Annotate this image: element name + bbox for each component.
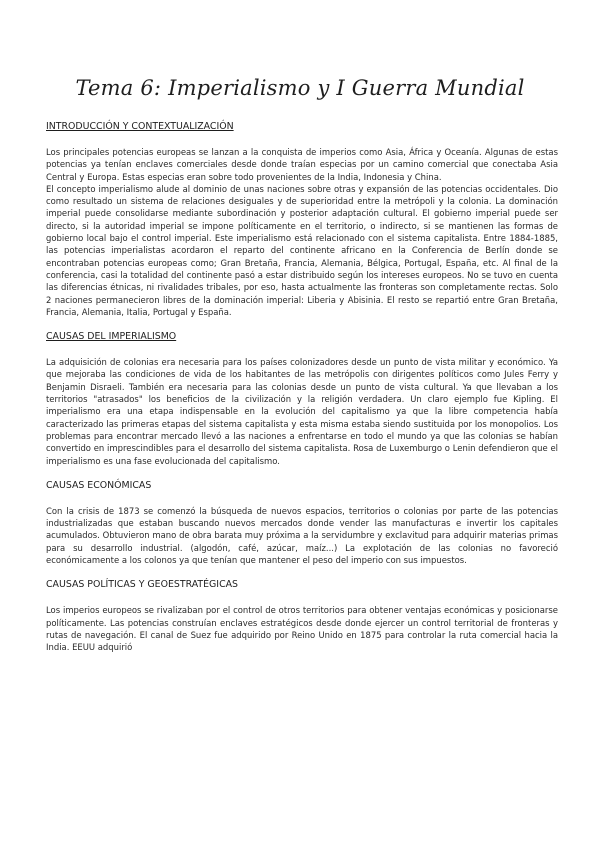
spacer: [46, 318, 558, 330]
paragraph: Los imperios europeos se rivalizaban por el control de otros territorios para obtener ventajas económicas y posicionarse políticamente. Las potencias construían enclaves estratégicos desde donde ejercer un control territorial de fronteras y rutas de navegación. El canal de Suez fue adquirido por Reino Unido en 1875 para controlar la ruta comercial hacia la India. EEUU adquirió: [46, 605, 558, 653]
page-title: Tema 6: Imperialismo y I Guerra Mundial: [75, 76, 525, 100]
section-heading-introduccion: INTRODUCCIÓN Y CONTEXTUALIZACIÓN: [46, 121, 234, 132]
paragraph: Con la crisis de 1873 se comenzó la búsqueda de nuevos espacios, territorios o colonias por parte de las potencias industrializadas que estaban buscando nuevos mercados donde vender las manufacturas e invertir los capitales acumulados. Obtuvieron mano de obra barata muy próxima a la servidumbre y exclavitud para adquirir materias primas para su desarrollo industrial. (algodón, café, azúcar, maíz...) La explotación de las colonias no favoreció económicamente a los colonos ya que tenían que mantener el peso del imperio con sus impuestos.: [46, 505, 558, 566]
section-heading-causas-imperialismo: CAUSAS DEL IMPERIALISMO: [46, 331, 177, 343]
spacer: [46, 566, 558, 578]
spacer: [46, 467, 558, 479]
document-body: [46, 120, 558, 654]
paragraph: Los principales potencias europeas se lanzan a la conquista de imperios como Asia, África y Oceanía. Algunas de estas potencias ya tenían enclaves comerciales desde donde traían especias por un camino comercial que conectaba Asia Central y Europa. Estas especias eran sobre todo provenientes de la India, Indonesia y China.: [46, 147, 558, 182]
paragraph: La adquisición de colonias era necesaria para los países colonizadores desde un punto de vista militar y económico. Ya que mejoraba las condiciones de vida de los habitantes de las metrópolis con dirigentes políticos como Jules Ferry y Benjamin Disraeli. También era necesaria para las colonias desde un punto de vista cultural. Ya que llevaban a los territorios "atrasados" los beneficios de la civilización y la religión verdadera. Un claro ejemplo fue Kipling. El imperialismo era una etapa indispensable en la evolución del capitalismo ya que la libre competencia había caracterizado las primeras etapas del sistema capitalista y esta misma estaba siendo sustituida por los monopolios. Los problemas para encontrar mercado llevó a las naciones a enfrentarse en todo el mundo ya que las colonias se habían convertido en imprescindibles para el desarrollo del sistema capitalista. Rosa de Luxemburgo o Lenin defendieron que el imperialismo es una fase evolucionada del capitalismo.: [46, 357, 558, 466]
paragraph: El concepto imperialismo alude al dominio de unas naciones sobre otras y expansión de las potencias occidentales. Dio como resultado un sistema de relaciones desiguales y de superioridad entre la metrópoli y la colonia. La dominación imperial puede consolidarse mediante subordinación y posterior adaptación cultural. El gobierno imperial puede ser directo, si la autoridad imperial se impone políticamente en el territorio, o indirecto, si se mantienen las formas de gobierno local bajo el control imperial. Este imperialismo está relacionado con el sistema capitalista. Entre 1884-1885, las potencias imperialistas acordaron el reparto del continente africano en la Conferencia de Berlín donde se encontraban potencias europeas como; Gran Bretaña, Francia, Alemania, Bélgica, Portugal, España, etc. Al final de la conferencia, casi la totalidad del continente pasó a estar distribuido según los intereses europeos. No se tuvo en cuenta las diferencias étnicas, ni rivalidades tribales, por eso, hasta actualmente las fronteras son completamente rectas. Solo 2 naciones permanecieron libres de la dominación imperial: Liberia y Abisinia. El resto se repartió entre Gran Bretaña, Francia, Alemania, Italia, Portugal y España.: [46, 183, 558, 317]
subsection-heading-causas-economicas: CAUSAS ECONÓMICAS: [46, 479, 152, 491]
subsection-heading-causas-politicas: CAUSAS POLÍTICAS Y GEOESTRATÉGICAS: [46, 579, 238, 591]
